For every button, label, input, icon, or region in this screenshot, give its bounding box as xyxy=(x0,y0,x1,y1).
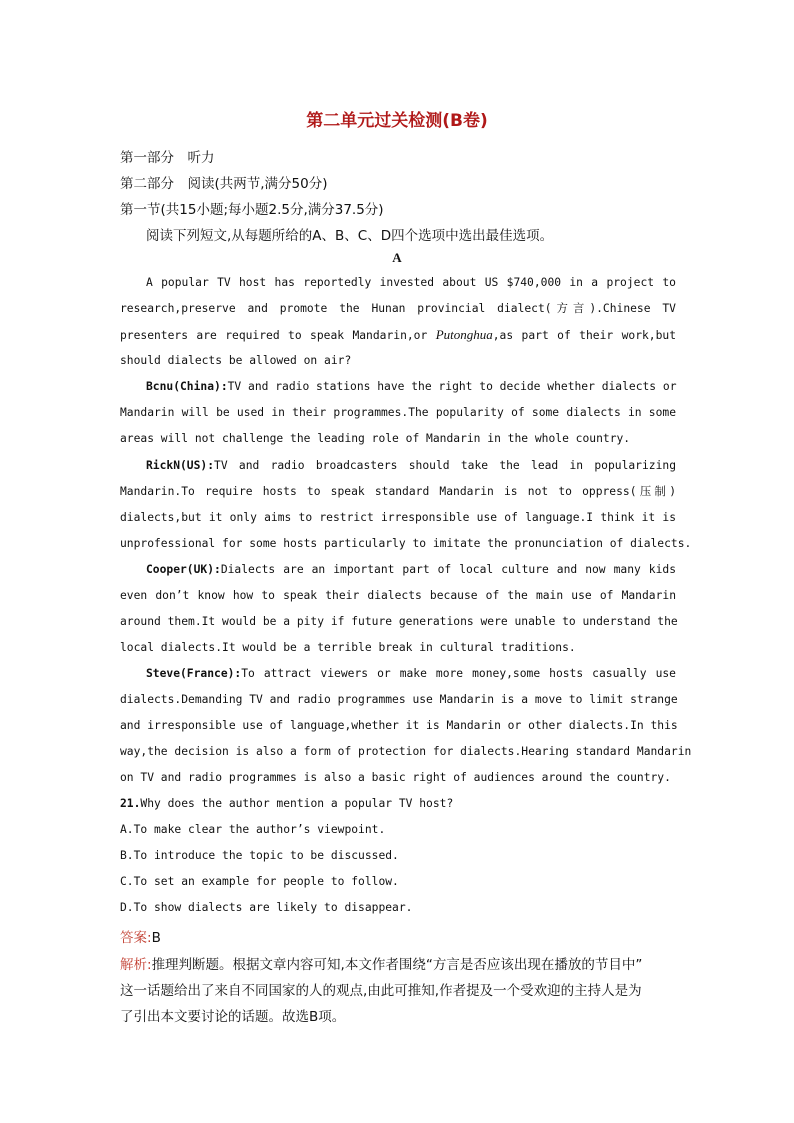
question-text: Why does the author mention a popular TV host? xyxy=(140,797,454,810)
option-b: B.To introduce the topic to be discussed. xyxy=(120,849,399,862)
section-reading: 第二部分 阅读(共两节,满分50分) xyxy=(120,176,328,192)
comment-line: Mandarin will be used in their programmes.The popularity of some dialects in some xyxy=(120,406,676,419)
comment-line: areas will not challenge the leading role of Mandarin in the whole country. xyxy=(120,432,631,445)
comment-line: and irresponsible use of language,whether it is Mandarin or other dialects.In this xyxy=(120,719,678,732)
analysis-line: 这一话题给出了来自不同国家的人的观点,由此可推知,作者提及一个受欢迎的主持人是为 xyxy=(120,983,642,999)
comment-author: Bcnu(China): xyxy=(146,380,228,393)
comment-line: RickN(US):TV and radio broadcasters should take the lead in popularizing xyxy=(146,459,676,472)
comment-line: around them.It would be a pity if future generations were unable to understand the xyxy=(120,615,678,628)
comment-author: RickN(US): xyxy=(146,459,215,472)
intro-line: research,preserve and promote the Hunan provincial dialect(方言).Chinese TV xyxy=(120,302,676,315)
comment-bcnu xyxy=(120,374,676,452)
section-listening: 第一部分 听力 xyxy=(120,150,215,166)
intro-line: presenters are required to speak Mandarin,or Putonghua,as part of their work,but xyxy=(120,327,676,342)
comment-line: even don’t know how to speak their dialects because of the main use of Mandarin xyxy=(120,589,676,602)
comment-line: Bcnu(China):TV and radio stations have the right to decide whether dialects or xyxy=(146,380,677,393)
comment-line: dialects.Demanding TV and radio programmes use Mandarin is a move to limit strange xyxy=(120,693,678,706)
option-d: D.To show dialects are likely to disappear. xyxy=(120,901,413,914)
section-part-one: 第一节(共15小题;每小题2.5分,满分37.5分) xyxy=(120,202,384,218)
passage-label: A xyxy=(392,250,402,265)
comment-steve xyxy=(120,661,692,791)
question-number: 21. xyxy=(120,797,141,810)
comment-line: Steve(France):To attract viewers or make more money,some hosts casually use xyxy=(146,667,676,680)
question-stem xyxy=(120,797,453,810)
answer-label: 答案: xyxy=(120,930,152,946)
comment-line: unprofessional for some hosts particularly to imitate the pronunciation of dialects. xyxy=(120,537,692,550)
analysis-line: 了引出本文要讨论的话题。故选B项。 xyxy=(120,1009,346,1025)
analysis-line: 解析:推理判断题。根据文章内容可知,本文作者围绕“方言是否应该出现在播放的节目中” xyxy=(120,957,643,973)
intro-line: should dialects be allowed on air? xyxy=(120,354,352,367)
comment-line: local dialects.It would be a terrible break in cultural traditions. xyxy=(120,641,576,654)
page-title: 第二单元过关检测(B卷) xyxy=(306,111,488,131)
comment-line: Cooper(UK):Dialects are an important part of local culture and now many kids xyxy=(146,563,676,576)
analysis-label: 解析: xyxy=(120,957,152,973)
option-a: A.To make clear the author’s viewpoint. xyxy=(120,823,386,836)
option-c: C.To set an example for people to follow. xyxy=(120,875,399,888)
intro-line: A popular TV host has reportedly invested about US $740,000 in a project to xyxy=(146,276,676,289)
instruction: 阅读下列短文,从每题所给的A、B、C、D四个选项中选出最佳选项。 xyxy=(146,228,554,244)
putonghua-italic: Putonghua xyxy=(435,327,493,342)
comment-rickn xyxy=(120,453,692,557)
comment-line: dialects,but it only aims to restrict irresponsible use of language.I think it is xyxy=(120,511,676,524)
comment-author: Cooper(UK): xyxy=(146,563,221,576)
comment-line: on TV and radio programmes is also a basic right of audiences around the country. xyxy=(120,771,671,784)
comment-line: Mandarin.To require hosts to speak standard Mandarin is not to oppress(压制) xyxy=(120,485,676,498)
comment-author: Steve(France): xyxy=(146,667,242,680)
comment-cooper xyxy=(120,557,676,661)
intro-paragraph xyxy=(120,270,676,374)
comment-line: way,the decision is also a form of protection for dialects.Hearing standard Mandarin xyxy=(120,745,692,758)
answer-line xyxy=(120,926,676,946)
answer-value: B xyxy=(151,930,161,946)
